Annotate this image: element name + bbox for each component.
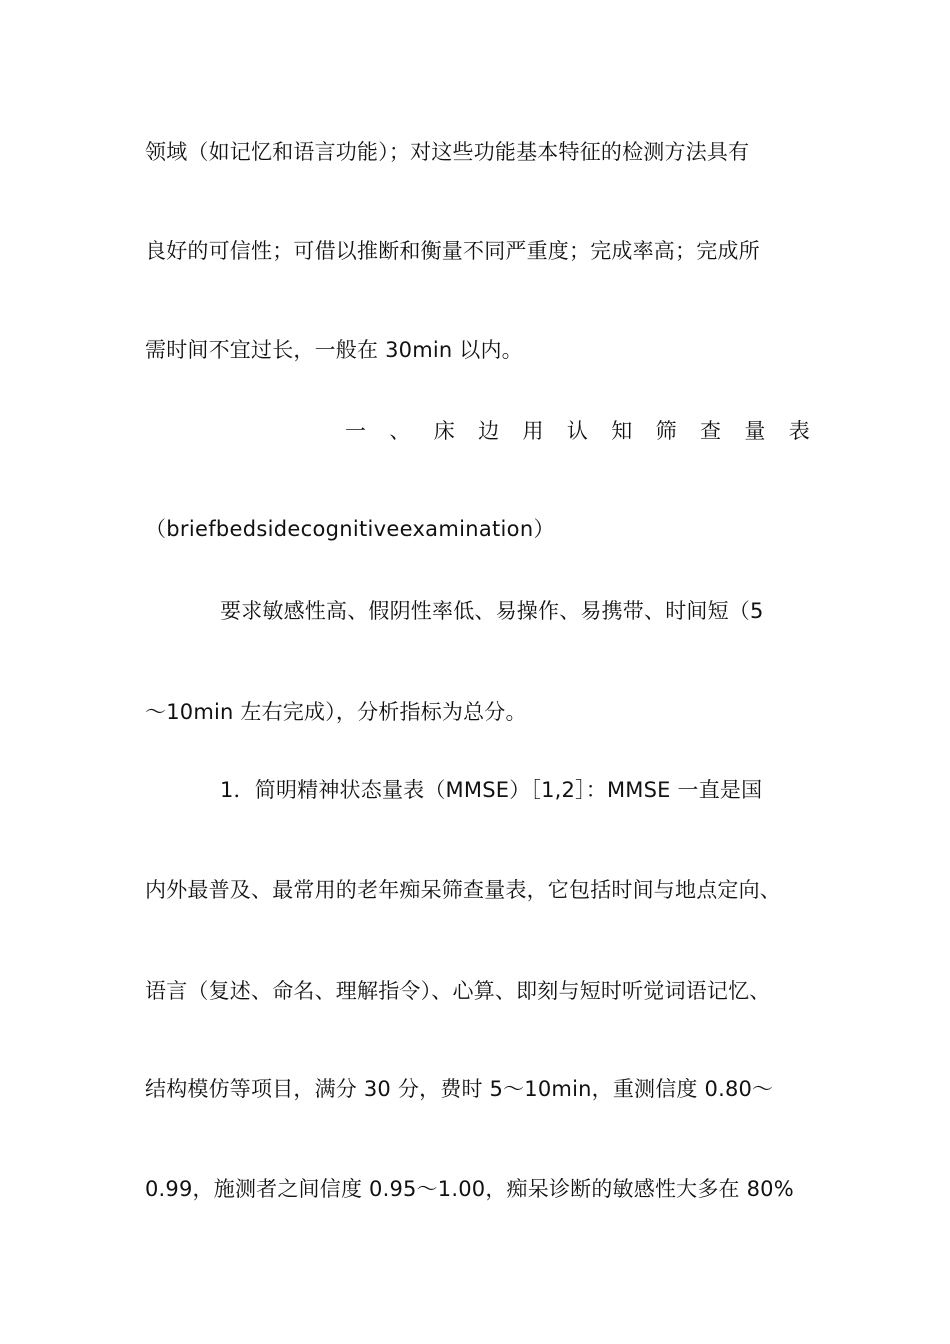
paragraph-3-line-3: 语言（复述、命名、理解指令）、心算、即刻与短时听觉词语记忆、: [145, 979, 771, 1003]
heading-char: 、: [389, 419, 411, 443]
section-heading-english: （briefbedsidecognitiveexamination）: [145, 517, 555, 541]
heading-char: 床: [433, 419, 455, 443]
paragraph-1-line-3: 需时间不宜过长，一般在 30min 以内。: [145, 338, 523, 362]
heading-char: 查: [700, 419, 722, 443]
heading-char: 一: [345, 419, 367, 443]
heading-char: 表: [788, 419, 810, 443]
heading-char: 筛: [655, 419, 677, 443]
section-heading: [345, 416, 810, 446]
paragraph-3-line-2: 内外最普及、最常用的老年痴呆筛查量表，它包括时间与地点定向、: [145, 878, 781, 902]
heading-char: 知: [611, 419, 633, 443]
paragraph-2-line-2: ～10min 左右完成），分析指标为总分。: [145, 700, 527, 724]
paragraph-3-line-5: 0.99，施测者之间信度 0.95～1.00，痴呆诊断的敏感性大多在 80%: [145, 1177, 794, 1201]
paragraph-2-line-1: 要求敏感性高、假阴性率低、易操作、易携带、时间短（5: [220, 599, 764, 623]
heading-char: 量: [744, 419, 766, 443]
heading-char: 边: [478, 419, 500, 443]
paragraph-3-line-1: 1．简明精神状态量表（MMSE）［1,2］：MMSE 一直是国: [220, 778, 763, 802]
heading-char: 用: [522, 419, 544, 443]
paragraph-1-line-2: 良好的可信性；可借以推断和衡量不同严重度；完成率高；完成所: [145, 239, 760, 263]
paragraph-1-line-1: 领域（如记忆和语言功能）；对这些功能基本特征的检测方法具有: [145, 140, 750, 164]
heading-char: 认: [566, 419, 589, 443]
paragraph-3-line-4: 结构模仿等项目，满分 30 分，费时 5～10min，重测信度 0.80～: [145, 1077, 774, 1101]
